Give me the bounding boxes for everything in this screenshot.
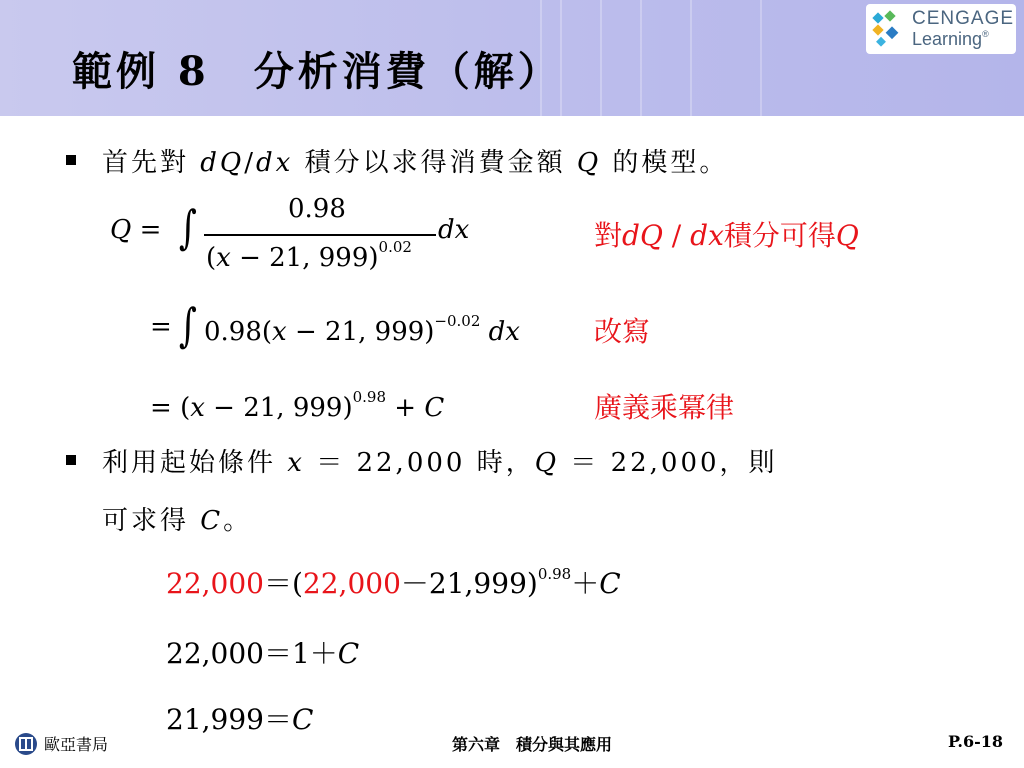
math-line-3: = (x − 21, 999)$^{0.98}$ + C [150,388,445,423]
differential-dx: dx [438,215,470,245]
bullet-2-text-line-1: 利用起始條件 x ＝ 22,000 時，Q ＝ 22,000，則 [102,448,778,478]
slide-title: 範例 8 分析消費（解） [72,48,562,95]
fraction-numerator: 0.98 [288,194,346,224]
cengage-logo: CENGAGE Learning® [866,4,1016,54]
header-stripe [640,0,642,116]
footer-chapter: 第六章 積分與其應用 [452,735,613,754]
equation-3: 21,999＝C [166,703,314,736]
header-stripe [690,0,692,116]
math-line-1: Q = [110,215,162,245]
footer-page-number: P.6-18 [948,732,1003,751]
bullet-marker [66,455,76,465]
note-integrate: 對dQ / dx積分可得Q [594,219,859,252]
equation-1: $22,000=(22,000-21,999)^{0.98}+C$ [166,565,621,600]
bullet-marker [66,155,76,165]
math-line-2-body: 0.98(x − 21, 999)$^{-0.02}$ dx [204,312,520,347]
bullet-2-text-line-2: 可求得 C。 [102,506,253,536]
fraction-denominator: (x − 21, 999)$^{0.02}$ [206,238,412,273]
integral-sign: ∫ [178,200,197,254]
math-line-2: = [150,312,172,342]
footer-publisher: 歐亞書局 [44,735,109,754]
title-bar [0,0,1024,116]
header-stripe [760,0,762,116]
bullet-1-text: 首先對 dQ/dx 積分以求得消費金額 Q 的模型。 [102,148,729,178]
fraction-bar [204,234,436,236]
publisher-logo-icon [14,732,38,756]
integral-sign: ∫ [178,298,197,352]
note-rewrite: 改寫 [594,315,651,348]
header-stripe [600,0,602,116]
equation-2: 22,000＝1＋C [166,637,360,670]
note-power-rule: 廣義乘冪律 [594,391,735,424]
cengage-logo-icon [870,10,910,50]
